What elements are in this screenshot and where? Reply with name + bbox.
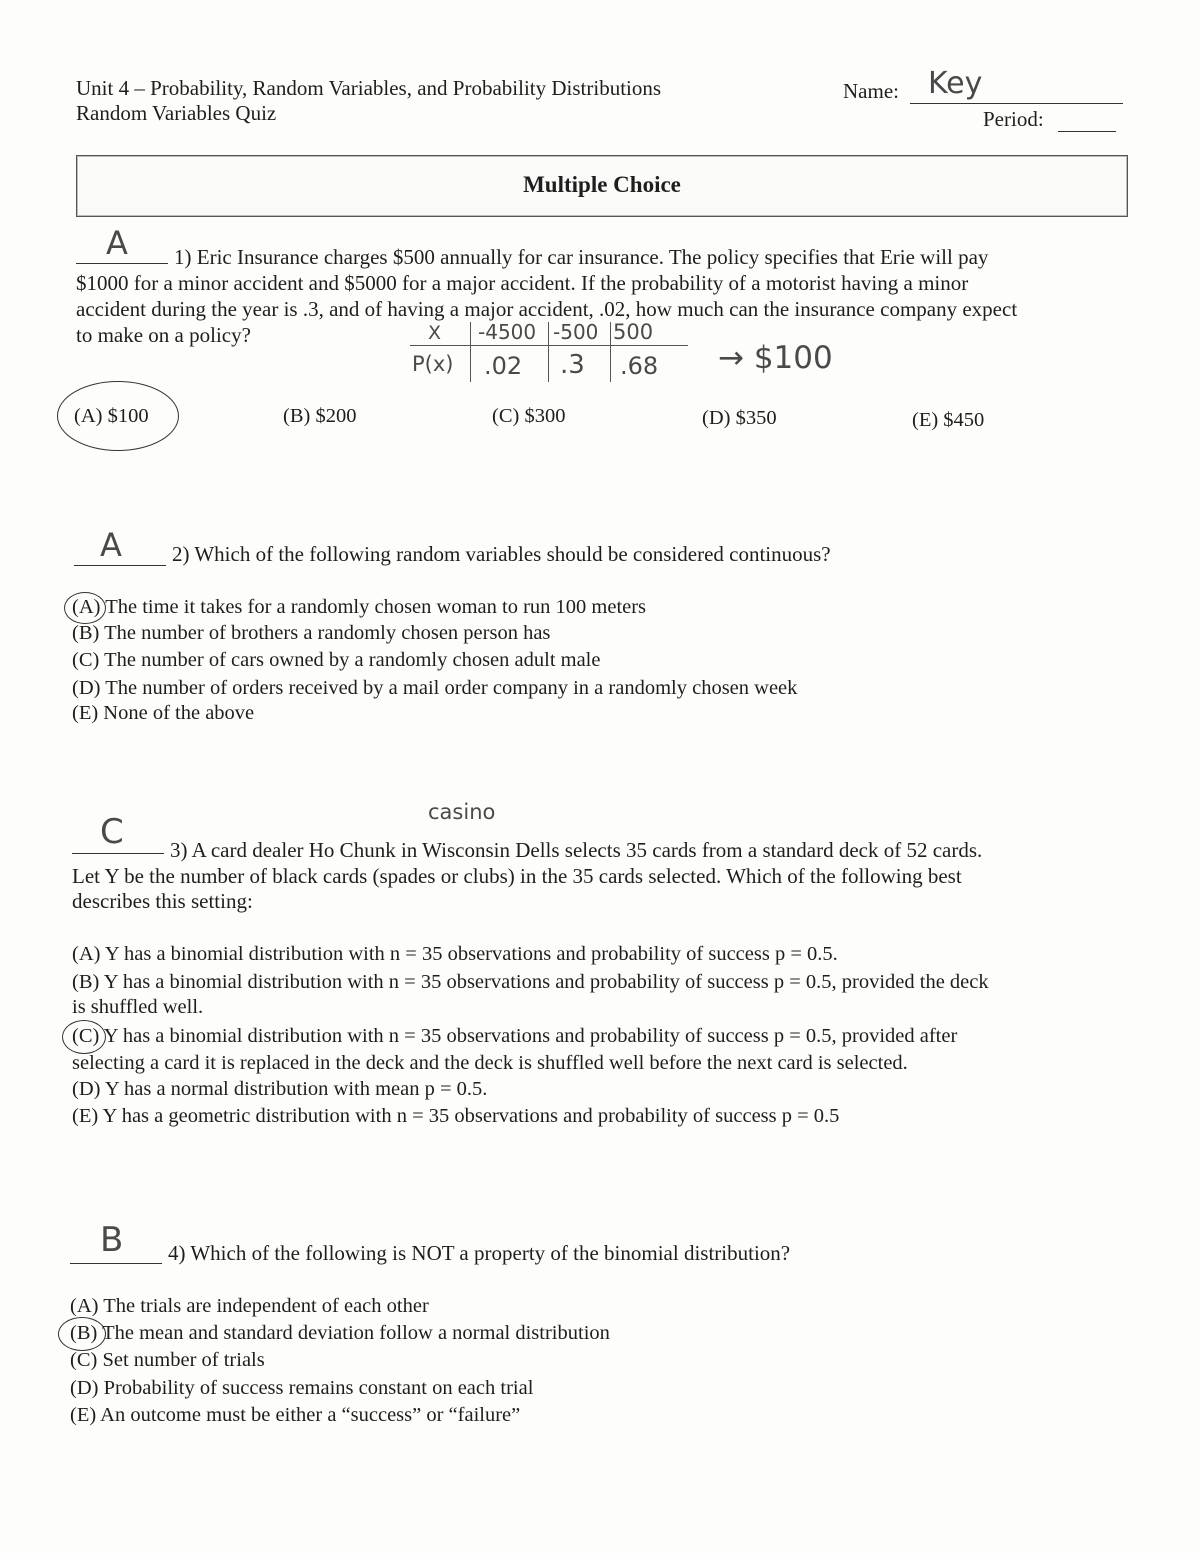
q4-stem: 4) Which of the following is NOT a property of the binomial distribution? — [168, 1241, 791, 1265]
q2-answer: A — [100, 526, 122, 564]
q1-option-a: (A) $100 — [74, 405, 149, 427]
work-result: → $100 — [718, 340, 833, 376]
section-header-box — [76, 155, 1128, 217]
q1-option-c: (C) $300 — [492, 405, 566, 427]
q3-option-c: (C) Y has a binomial distribution with n = 35 observations and probability of success p = 0.5, provided after — [72, 1025, 958, 1047]
q4-option-c: (C) Set number of trials — [70, 1349, 265, 1371]
work-p-label: P(x) — [412, 352, 454, 376]
q3-line1: 3) A card dealer Ho Chunk in Wisconsin Dells selects 35 cards from a standard deck of 52 cards. — [170, 838, 983, 862]
q3-answer-line — [72, 853, 164, 854]
work-x1: -4500 — [478, 320, 537, 344]
unit-title: Unit 4 – Probability, Random Variables, and Probability Distributions — [76, 76, 662, 100]
name-label: Name: — [843, 79, 899, 103]
quiz-title: Random Variables Quiz — [76, 101, 277, 125]
work-x2: -500 — [553, 320, 599, 344]
work-sep-2 — [548, 322, 549, 382]
work-p2: .3 — [560, 350, 585, 380]
q2-option-c: (C) The number of cars owned by a randomly chosen adult male — [72, 649, 601, 671]
q1-option-b: (B) $200 — [283, 405, 357, 427]
q3-answer: C — [100, 812, 124, 852]
q3-line2: Let Y be the number of black cards (spades or clubs) in the 35 cards selected. Which of the following best — [72, 864, 962, 888]
work-divider — [410, 345, 688, 346]
q4-option-b: (B) The mean and standard deviation follow a normal distribution — [70, 1322, 610, 1344]
q2-option-a: (A) The time it takes for a randomly chosen woman to run 100 meters — [72, 596, 647, 618]
q2-stem: 2) Which of the following random variables should be considered continuous? — [172, 542, 831, 566]
q4-option-a: (A) The trials are independent of each other — [70, 1295, 429, 1317]
q1-option-d: (D) $350 — [702, 407, 777, 429]
q1-option-e: (E) $450 — [912, 409, 985, 431]
q4-answer: B — [100, 1220, 124, 1260]
period-label: Period: — [983, 107, 1044, 131]
period-line — [1058, 131, 1116, 132]
q1-line3: accident during the year is .3, and of having a major accident, .02, how much can the insurance company expect — [76, 297, 1018, 321]
q4-option-e: (E) An outcome must be either a “success” or “failure” — [70, 1404, 521, 1426]
q1-answer-line — [76, 263, 168, 264]
q2-option-b: (B) The number of brothers a randomly chosen person has — [72, 622, 551, 644]
q1-answer: A — [106, 224, 128, 262]
q3-insert-note: casino — [428, 800, 496, 824]
q3-option-e: (E) Y has a geometric distribution with n = 35 observations and probability of success p = 0.5 — [72, 1105, 840, 1127]
work-x3: 500 — [613, 320, 654, 344]
q1-line1: 1) Eric Insurance charges $500 annually for car insurance. The policy specifies that Erie will pay — [174, 245, 989, 269]
work-p1: .02 — [484, 352, 523, 380]
q1-line4: to make on a policy? — [76, 323, 251, 347]
q4-option-d: (D) Probability of success remains constant on each trial — [70, 1377, 534, 1399]
name-line — [910, 103, 1123, 104]
q3-option-a: (A) Y has a binomial distribution with n = 35 observations and probability of success p = 0.5. — [72, 943, 838, 965]
work-p3: .68 — [620, 352, 659, 380]
q2-option-d: (D) The number of orders received by a mail order company in a randomly chosen week — [72, 677, 798, 699]
work-sep-1 — [470, 322, 471, 382]
section-title: Multiple Choice — [523, 172, 681, 197]
q3-option-c-cont: selecting a card it is replaced in the deck and the deck is shuffled well before the next card is selected. — [72, 1052, 908, 1074]
q1-line2: $1000 for a minor accident and $5000 for a major accident. If the probability of a motorist having a minor — [76, 271, 969, 295]
q3-option-d: (D) Y has a normal distribution with mean p = 0.5. — [72, 1078, 488, 1100]
work-sep-3 — [610, 322, 611, 382]
q2-answer-line — [74, 565, 166, 566]
q3-line3: describes this setting: — [72, 889, 253, 913]
q3-option-b-cont: is shuffled well. — [72, 996, 204, 1018]
q3-option-b: (B) Y has a binomial distribution with n = 35 observations and probability of success p = 0.5, provided the deck — [72, 971, 989, 993]
q4-answer-line — [70, 1263, 162, 1264]
q2-option-e: (E) None of the above — [72, 702, 255, 724]
work-x-label: X — [428, 322, 442, 344]
name-value: Key — [928, 66, 983, 101]
